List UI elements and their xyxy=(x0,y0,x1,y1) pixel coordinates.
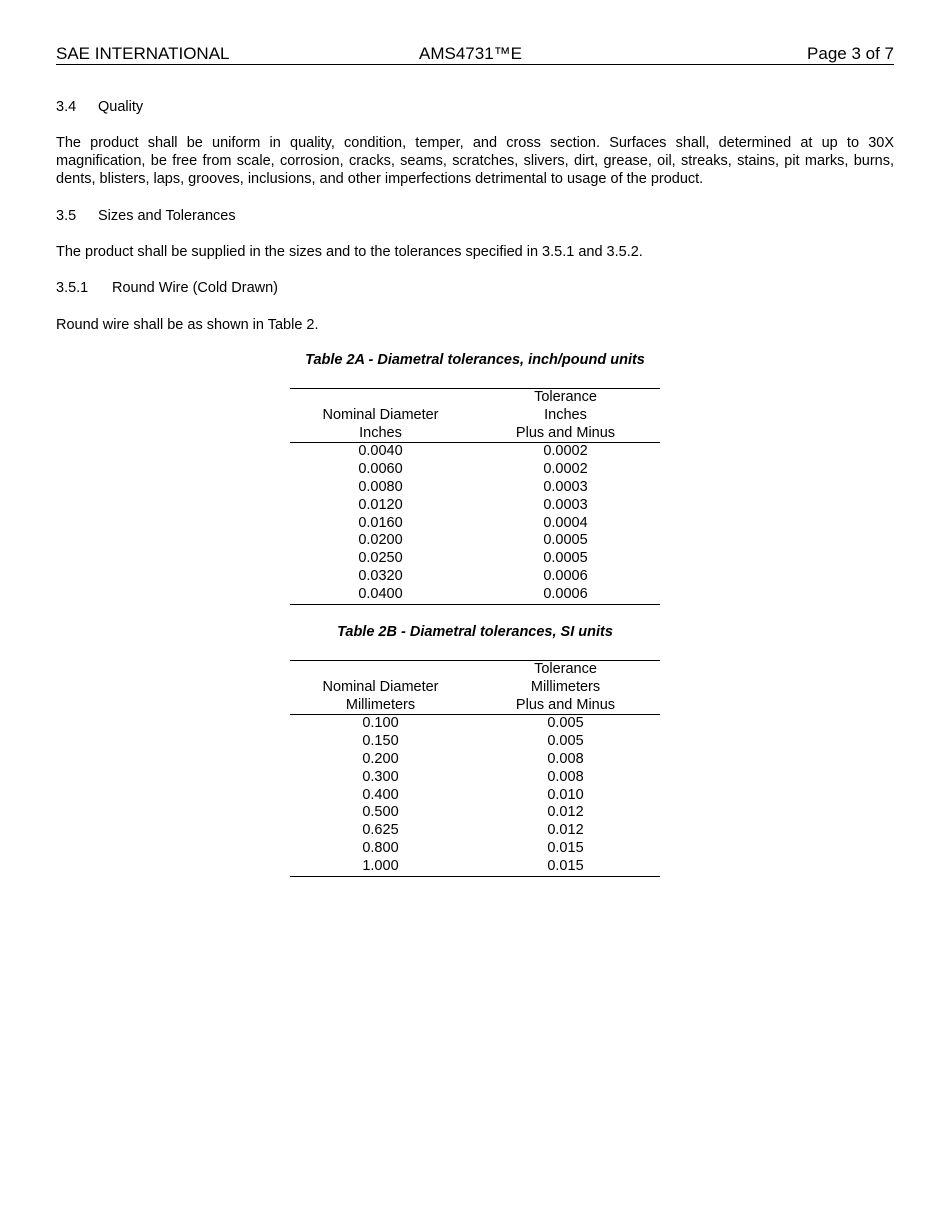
table-header-cell xyxy=(290,389,471,407)
table-2b xyxy=(290,660,660,877)
nominal-diameter-cell: 0.150 xyxy=(362,733,399,750)
header-page-number: Page 3 of 7 xyxy=(807,44,894,63)
table-row xyxy=(290,840,660,858)
table-row xyxy=(290,568,660,586)
table-row xyxy=(290,586,660,604)
table-row xyxy=(290,715,660,733)
table-row xyxy=(290,532,660,550)
tolerance-cell: 0.0003 xyxy=(543,478,588,495)
nominal-diameter-cell: 0.100 xyxy=(362,715,399,732)
nominal-diameter-cell: 0.400 xyxy=(362,786,399,803)
tolerance-cell: 0.0002 xyxy=(543,461,588,478)
tolerance-cell: 0.0004 xyxy=(543,514,588,531)
table-header-cell: Nominal Diameter xyxy=(322,406,439,423)
nominal-diameter-cell: 0.200 xyxy=(362,750,399,767)
nominal-diameter-cell: 0.0400 xyxy=(290,586,471,604)
table-header-cell: Millimeters xyxy=(530,678,601,695)
section-title: Round Wire (Cold Drawn) xyxy=(112,280,278,296)
table-2a-caption: Table 2A - Diametral tolerances, inch/pound units xyxy=(305,352,645,368)
section-3-4-paragraph: The product shall be uniform in quality, condition, temper, and cross section. Surfaces shall, determined at up to 30X magnification, be free from scale, corrosion, cracks, seams, scratches, slivers, dirt, grease, oil, streaks, stains, pit marks, burns, dents, blisters, laps, grooves, inclusions, and other imperfections detrimental to usage of the product. xyxy=(56,135,894,187)
tolerance-cell: 0.008 xyxy=(547,768,584,785)
table-row xyxy=(290,769,660,787)
nominal-diameter-cell: 0.625 xyxy=(362,822,399,839)
tolerance-cell: 0.005 xyxy=(547,733,584,750)
section-3-4-heading xyxy=(56,98,143,116)
tolerance-cell: 0.012 xyxy=(547,804,584,821)
nominal-diameter-cell: 0.0320 xyxy=(358,567,403,584)
table-row xyxy=(290,804,660,822)
tolerance-cell: 0.012 xyxy=(547,822,584,839)
nominal-diameter-cell: 0.0160 xyxy=(358,514,403,531)
table-header-cell xyxy=(290,661,471,679)
tolerance-cell: 0.008 xyxy=(547,750,584,767)
tolerance-cell: 0.0002 xyxy=(543,443,588,460)
section-3-5-paragraph: The product shall be supplied in the sizes and to the tolerances specified in 3.5.1 and 3.5.2. xyxy=(56,244,643,260)
table-row xyxy=(290,822,660,840)
tolerance-cell: 0.015 xyxy=(547,839,584,856)
table-2b-caption: Table 2B - Diametral tolerances, SI units xyxy=(337,624,613,640)
section-3-5-heading xyxy=(56,207,236,225)
nominal-diameter-cell: 0.0060 xyxy=(358,461,403,478)
table-2a xyxy=(290,388,660,605)
page-header xyxy=(56,44,894,65)
section-3-5-1-paragraph: Round wire shall be as shown in Table 2. xyxy=(56,317,319,333)
nominal-diameter-cell: 1.000 xyxy=(290,858,471,876)
tolerance-cell: 0.0006 xyxy=(471,586,660,604)
nominal-diameter-cell: 0.0120 xyxy=(358,496,403,513)
table-header-cell: Tolerance xyxy=(471,389,660,407)
tolerance-cell: 0.015 xyxy=(471,858,660,876)
tolerance-cell: 0.010 xyxy=(547,786,584,803)
section-number: 3.5.1 xyxy=(56,280,89,296)
table-header-cell: Tolerance xyxy=(471,661,660,679)
table-header-cell: Plus and Minus xyxy=(471,697,660,715)
table-header-cell: Millimeters xyxy=(290,697,471,715)
table-row xyxy=(290,751,660,769)
tolerance-cell: 0.0005 xyxy=(543,532,588,549)
section-number: 3.4 xyxy=(56,99,77,115)
table-row xyxy=(290,515,660,533)
tolerance-cell: 0.0006 xyxy=(543,567,588,584)
table-row xyxy=(290,733,660,751)
table-header-cell: Inches xyxy=(544,406,587,423)
table-row xyxy=(290,443,660,461)
nominal-diameter-cell: 0.0200 xyxy=(358,532,403,549)
nominal-diameter-cell: 0.0040 xyxy=(358,443,403,460)
header-document-number: AMS4731™E xyxy=(419,44,522,63)
table-row xyxy=(290,461,660,479)
table-header-cell: Nominal Diameter xyxy=(322,678,439,695)
nominal-diameter-cell: 0.500 xyxy=(362,804,399,821)
table-row xyxy=(290,550,660,568)
header-organization: SAE INTERNATIONAL xyxy=(56,44,230,63)
tolerance-cell: 0.0005 xyxy=(543,550,588,567)
table-row xyxy=(290,479,660,497)
table-row xyxy=(290,858,660,876)
table-row xyxy=(290,497,660,515)
tolerance-cell: 0.005 xyxy=(547,715,584,732)
section-number: 3.5 xyxy=(56,208,77,224)
nominal-diameter-cell: 0.300 xyxy=(362,768,399,785)
nominal-diameter-cell: 0.0080 xyxy=(358,478,403,495)
table-header-cell: Inches xyxy=(290,425,471,443)
section-3-5-1-heading xyxy=(56,279,278,297)
nominal-diameter-cell: 0.0250 xyxy=(358,550,403,567)
nominal-diameter-cell: 0.800 xyxy=(362,839,399,856)
table-header-cell: Plus and Minus xyxy=(471,425,660,443)
section-title: Quality xyxy=(98,99,144,115)
section-title: Sizes and Tolerances xyxy=(98,208,236,224)
table-row xyxy=(290,787,660,805)
tolerance-cell: 0.0003 xyxy=(543,496,588,513)
